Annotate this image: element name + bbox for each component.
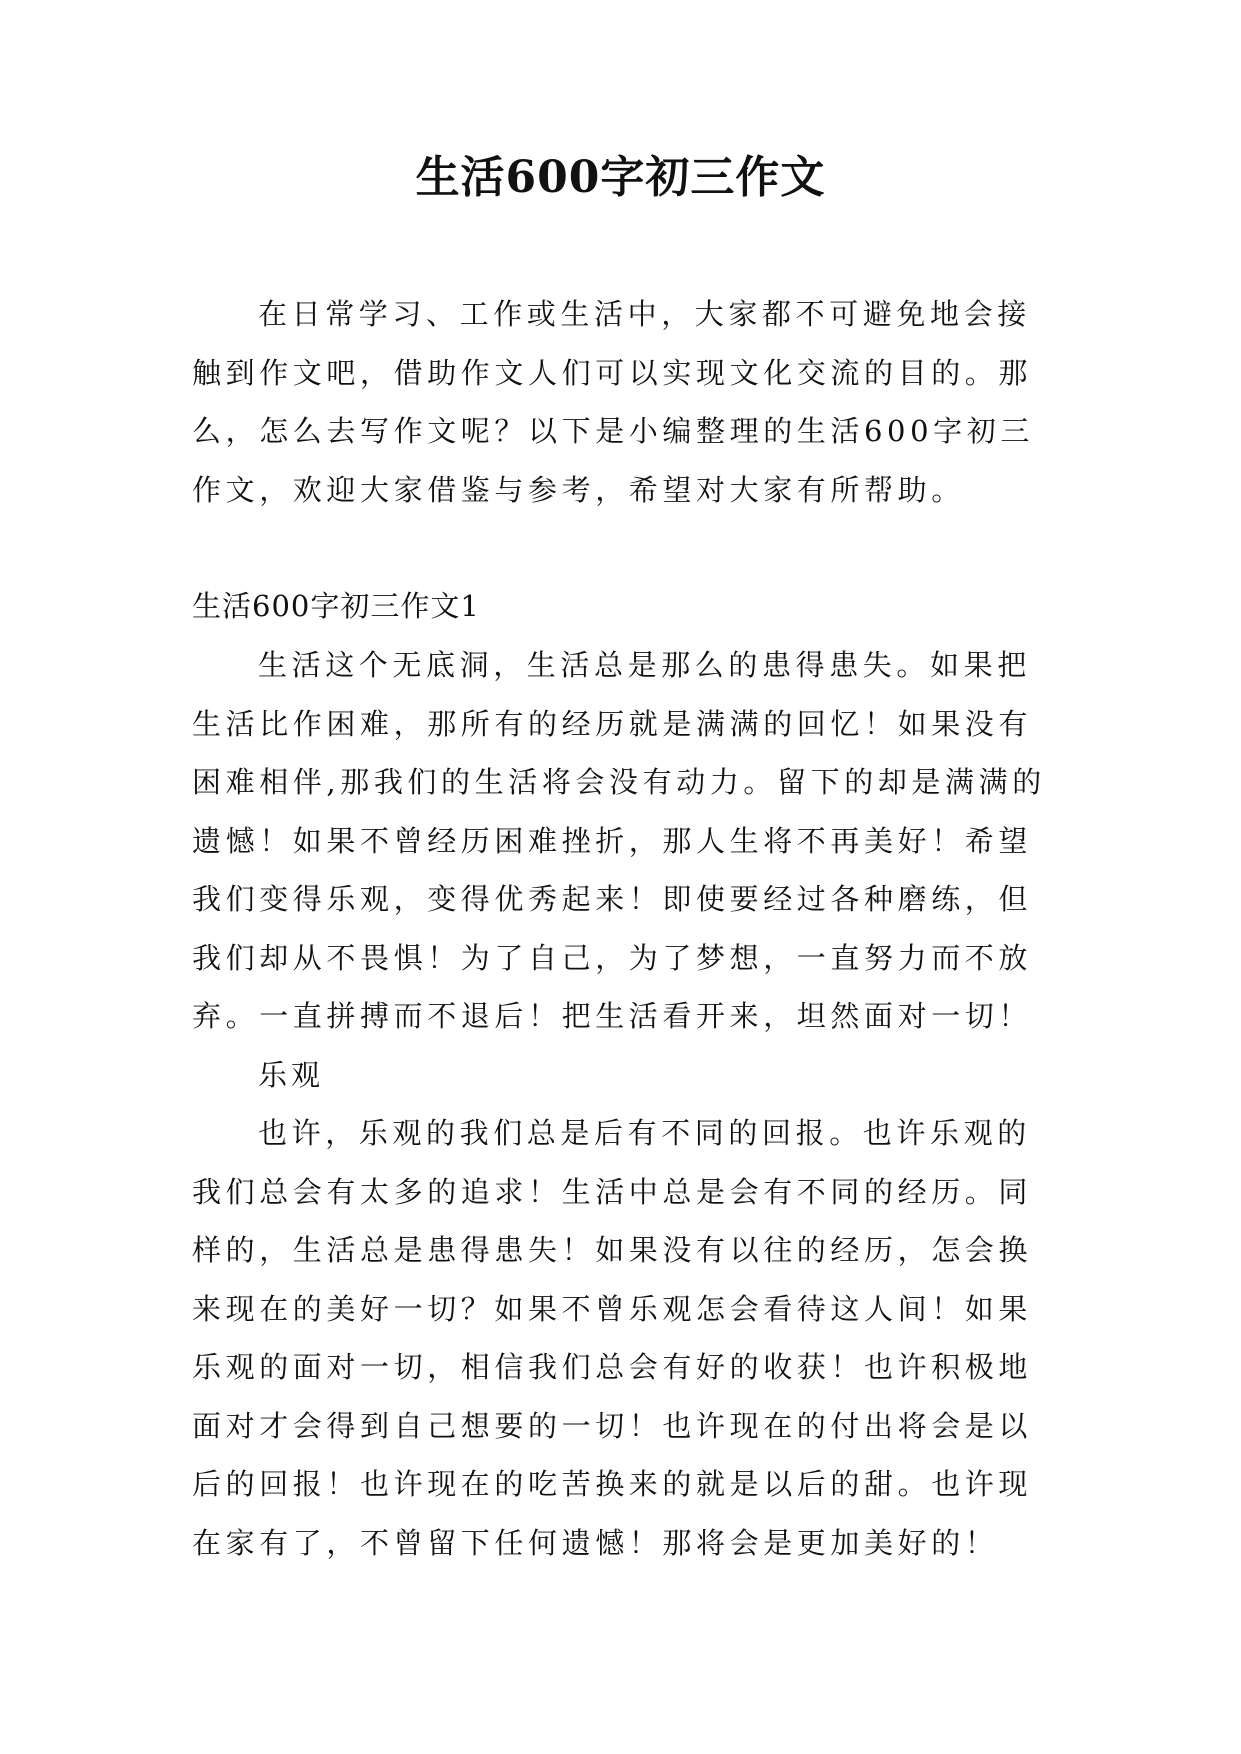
body-paragraph: 生活这个无底洞，生活总是那么的患得患失。如果把生活比作困难，那所有的经历就是满满的回忆！如果没有困难相伴,那我们的生活将会没有动力。留下的却是满满的遗憾！如果不曾经历困难挫折，那人生将不再美好！希望我们变得乐观，变得优秀起来！即使要经过各种磨练，但我们却从不畏惧！为了自己，为了梦想，一直努力而不放弃。一直拼搏而不退后！把生活看开来，坦然面对一切！ [192, 648, 1046, 1033]
section-heading: 生活600字初三作文1 [192, 589, 480, 623]
body-paragraph-short: 乐观 [258, 1058, 325, 1092]
intro-paragraph: 在日常学习、工作或生活中，大家都不可避免地会接触到作文吧，借助作文人们可以实现文化交流的目的。那么，怎么去写作文呢？以下是小编整理的生活600字初三作文，欢迎大家借鉴与参考，希望对大家有所帮助。 [192, 297, 1034, 507]
body-paragraph: 也许，乐观的我们总是后有不同的回报。也许乐观的我们总会有太多的追求！生活中总是会有不同的经历。同样的，生活总是患得患失！如果没有以往的经历，怎会换来现在的美好一切？如果不曾乐观怎会看待这人间！如果乐观的面对一切，相信我们总会有好的收获！也许积极地面对才会得到自己想要的一切！也许现在的付出将会是以后的回报！也许现在的吃苦换来的就是以后的甜。也许现在家有了，不曾留下任何遗憾！那将会是更加美好的！ [192, 1116, 1033, 1560]
document-title: 生活600字初三作文 [415, 152, 826, 203]
